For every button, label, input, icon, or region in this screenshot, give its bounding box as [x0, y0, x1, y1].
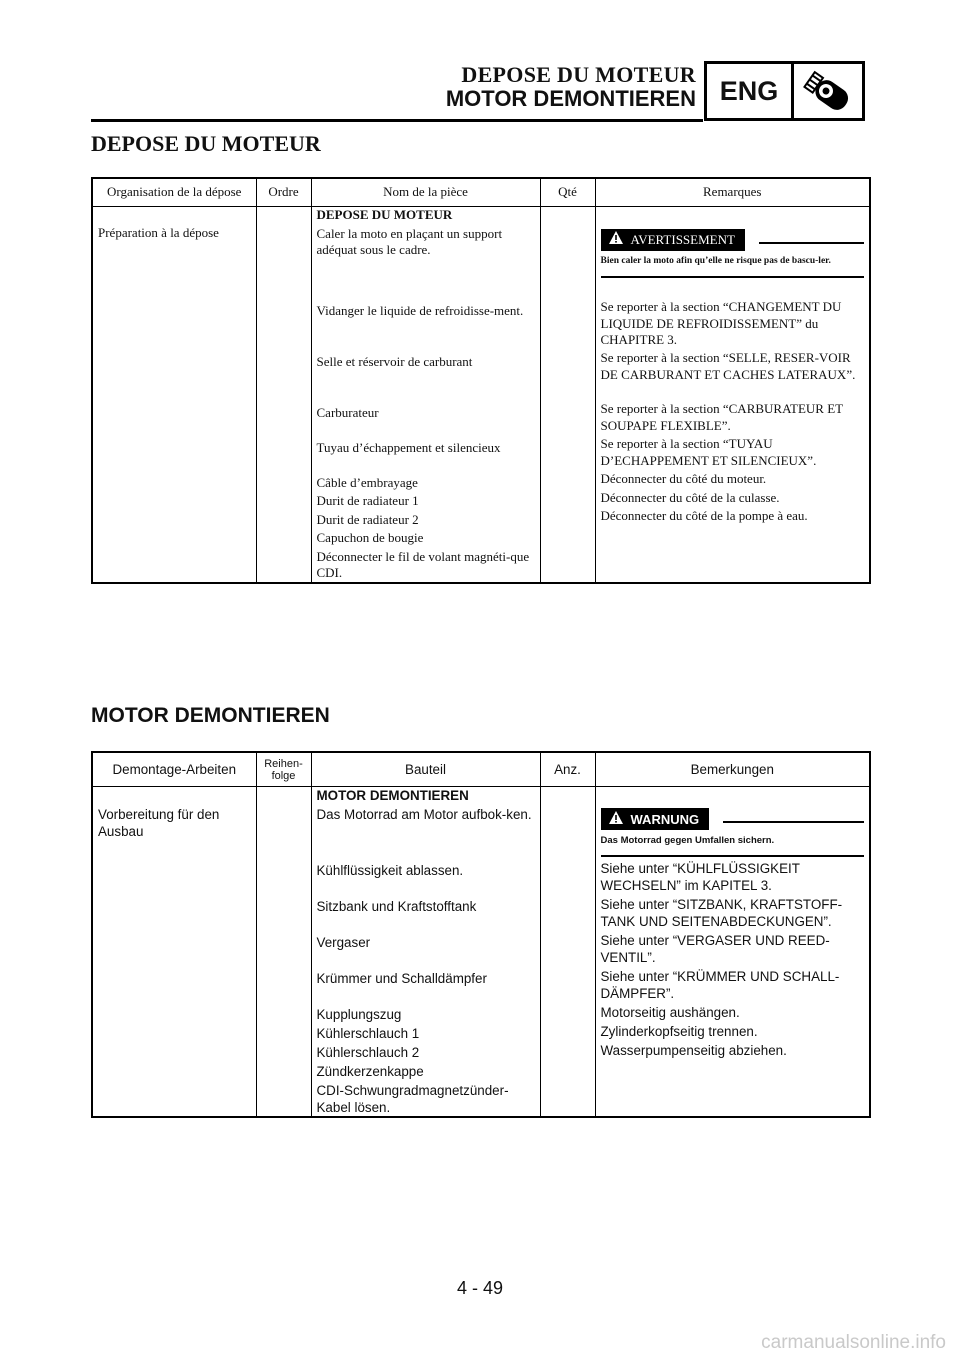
section-title-de: MOTOR DEMONTIEREN [91, 704, 330, 727]
warning-triangle-icon [609, 811, 623, 828]
part-name: Durit de radiateur 1 [316, 493, 419, 508]
qty-cell [540, 787, 595, 1118]
col-header-demontage: Demontage-Arbeiten [92, 752, 256, 787]
warning-badge [601, 808, 710, 830]
part-subtitle: MOTOR DEMONTIEREN [316, 788, 469, 803]
remark-text: Siehe unter “SITZBANK, KRAFTSTOFF-TANK UND SEITENABDECKUNGEN”. [600, 897, 843, 929]
part-name: Kupplungszug [316, 1007, 402, 1022]
header-title-de: MOTOR DEMONTIEREN [445, 86, 696, 111]
warning-bottom-rule [601, 855, 865, 857]
table-row [92, 787, 870, 1118]
remark-text: Siehe unter “VERGASER UND REED-VENTIL”. [600, 933, 830, 965]
col-header-organisation: Organisation de la dépose [92, 178, 256, 207]
warning-text: Bien caler la moto afin qu’elle ne risque pas de bascu-ler. [600, 256, 831, 266]
warning-badge [601, 229, 745, 251]
part-name: Selle et réservoir de carburant [316, 353, 473, 369]
remark-text: Se reporter à la section “CHANGEMENT DU LIQUIDE DE REFROIDISSEMENT” du CHAPITRE 3. [600, 299, 842, 347]
group-label: Préparation à la dépose [98, 225, 219, 240]
warning-bottom-rule [601, 276, 865, 278]
part-name: Câble d’embrayage [316, 474, 418, 490]
part-name: Kühlerschlauch 1 [316, 1026, 420, 1041]
qty-cell [540, 207, 595, 583]
eng-label: ENG [707, 64, 794, 118]
part-name: CDI-Schwungradmagnetzünder-Kabel lösen. [316, 1083, 509, 1115]
table-header-row [92, 752, 870, 787]
col-header-bemerkungen: Bemerkungen [595, 752, 870, 787]
col-header-reihenfolge: Reihen-folge [256, 752, 311, 787]
remark-text: Motorseitig aushängen. [600, 1005, 740, 1020]
part-name: Das Motorrad am Motor aufbok-ken. [316, 807, 532, 822]
part-name: Vergaser [316, 935, 371, 950]
remark-text: Se reporter à la section “SELLE, RESER-VOIR DE CARBURANT ET CACHES LATERAUX”. [600, 350, 856, 382]
part-name: Durit de radiateur 2 [316, 511, 419, 527]
part-name: Sitzbank und Kraftstofftank [316, 899, 477, 914]
warning-box [601, 808, 865, 850]
remark-text: Déconnecter du côté de la pompe à eau. [600, 508, 808, 523]
warning-triangle-icon [609, 231, 623, 249]
warning-text: Das Motorrad gegen Umfallen sichern. [600, 835, 775, 846]
part-name: Capuchon de bougie [316, 530, 424, 545]
col-header-anz: Anz. [540, 752, 595, 787]
table-header-row [92, 178, 870, 207]
part-name: Zündkerzenkappe [316, 1064, 424, 1079]
warning-label: AVERTISSEMENT [630, 231, 735, 247]
col-header-qte: Qté [540, 178, 595, 207]
col-header-bauteil: Bauteil [311, 752, 540, 787]
part-name: Carburateur [316, 404, 379, 420]
table-row [92, 207, 870, 583]
footer-watermark: carmanualsonline.info [761, 1332, 946, 1353]
col-header-ordre: Ordre [256, 178, 311, 207]
part-name: Déconnecter le fil de volant magnéti-que CDI. [316, 548, 530, 580]
header-title-fr: DEPOSE DU MOTEUR [461, 62, 696, 87]
order-cell [256, 207, 311, 583]
part-name: Krümmer und Schalldämpfer [316, 971, 487, 986]
remark-text: Siehe unter “KÜHLFLÜSSIGKEIT WECHSELN” im KAPITEL 3. [600, 861, 800, 893]
part-name: Kühlflüssigkeit ablassen. [316, 863, 464, 878]
col-header-remarques: Remarques [595, 178, 870, 207]
removal-table-de [91, 751, 871, 1118]
part-name: Vidanger le liquide de refroidisse-ment. [316, 302, 524, 318]
part-name: Caler la moto en plaçant un support adéquat sous le cadre. [316, 225, 503, 257]
warning-rule [759, 242, 864, 244]
warning-label: WARNUNG [630, 811, 700, 827]
part-name: Tuyau d’échappement et silencieux [316, 439, 501, 455]
group-label: Vorbereitung für den Ausbau [98, 807, 220, 839]
engine-wrench-icon [794, 64, 862, 118]
remark-text: Wasserpumpenseitig abziehen. [600, 1043, 787, 1058]
remark-text: Se reporter à la section “TUYAU D’ECHAPPEMENT ET SILENCIEUX”. [600, 436, 817, 468]
remark-text: Se reporter à la section “CARBURATEUR ET SOUPAPE FLEXIBLE”. [600, 401, 843, 433]
header-rule [91, 119, 703, 122]
part-name: Kühlerschlauch 2 [316, 1045, 420, 1060]
remark-text: Déconnecter du côté du moteur. [600, 471, 767, 486]
section-title-fr: DEPOSE DU MOTEUR [91, 131, 321, 156]
order-cell [256, 787, 311, 1118]
warning-box [601, 229, 865, 289]
part-subtitle: DEPOSE DU MOTEUR [316, 207, 453, 222]
col-header-piece: Nom de la pièce [311, 178, 540, 207]
eng-badge [704, 61, 865, 121]
remark-text: Siehe unter “KRÜMMER UND SCHALL-DÄMPFER”. [600, 969, 840, 1001]
page-number: 4 - 49 [456, 1278, 504, 1298]
remark-text: Zylinderkopfseitig trennen. [600, 1024, 758, 1039]
removal-table-fr [91, 177, 871, 584]
warning-rule [723, 821, 864, 823]
remark-text: Déconnecter du côté de la culasse. [600, 489, 780, 505]
